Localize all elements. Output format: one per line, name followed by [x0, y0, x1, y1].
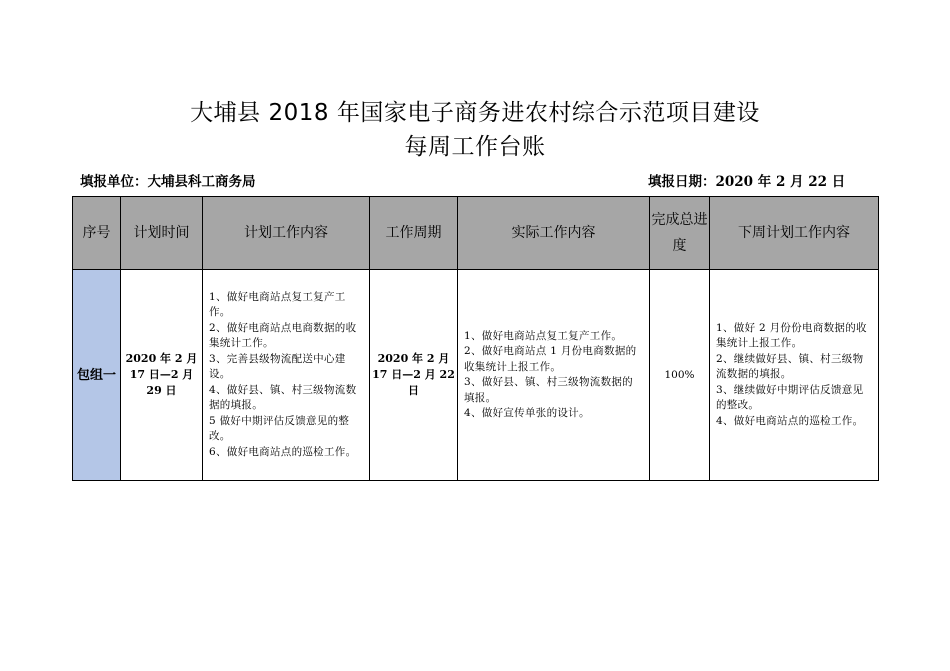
list-item: 1、做好 2 月份份电商数据的收集统计上报工作。: [716, 321, 867, 350]
reporting-date: 填报日期：2020 年 2 月 22 日: [648, 174, 846, 190]
list-item: 5 做好中期评估反馈意见的整改。: [209, 414, 350, 443]
table-row: [73, 270, 879, 481]
list-item: 4、做好县、镇、村三级物流数据的填报。: [209, 383, 357, 412]
header-progress: 完成总进度: [650, 197, 710, 270]
plan-time-cell: 2020 年 2 月 17 日—2 月 29 日: [121, 270, 203, 481]
next-week-cell: [710, 270, 879, 481]
weekly-work-ledger-table: [72, 196, 879, 481]
group-cell: 包组一: [73, 270, 121, 481]
list-item: 2、做好电商站点电商数据的收集统计工作。: [209, 321, 357, 350]
document-title-line2: 每周工作台账: [404, 134, 546, 160]
header-actual-content: 实际工作内容: [458, 197, 650, 270]
list-item: 3、继续做好中期评估反馈意见的整改。: [716, 383, 864, 412]
list-item: 1、做好电商站点复工复产工作。: [209, 290, 346, 319]
progress-cell: 100%: [650, 270, 710, 481]
header-plan-content: 计划工作内容: [203, 197, 370, 270]
header-seq: 序号: [73, 197, 121, 270]
list-item: 6、做好电商站点的巡检工作。: [209, 445, 357, 458]
header-work-period: 工作周期: [370, 197, 458, 270]
list-item: 1、做好电商站点复工复产工作。: [464, 329, 623, 342]
table-header-row: [73, 197, 879, 270]
list-item: 3、完善县级物流配送中心建设。: [209, 352, 346, 381]
list-item: 4、做好电商站点的巡检工作。: [716, 414, 864, 427]
plan-content-cell: [203, 270, 370, 481]
work-period-cell: 2020 年 2 月 17 日—2 月 22 日: [370, 270, 458, 481]
list-item: 2、做好电商站点 1 月份电商数据的收集统计上报工作。: [464, 345, 637, 373]
header-plan-time: 计划时间: [121, 197, 203, 270]
reporting-unit: 填报单位：大埔县科工商务局: [80, 174, 256, 190]
header-next-week: 下周计划工作内容: [710, 197, 879, 270]
list-item: 3、做好县、镇、村三级物流数据的填报。: [464, 376, 633, 404]
list-item: 4、做好宣传单张的设计。: [464, 407, 590, 419]
document-title-line1: 大埔县 2018 年国家电子商务进农村综合示范项目建设: [190, 100, 760, 126]
list-item: 2、继续做好县、镇、村三级物流数据的填报。: [716, 352, 864, 381]
actual-content-cell: [458, 270, 650, 481]
